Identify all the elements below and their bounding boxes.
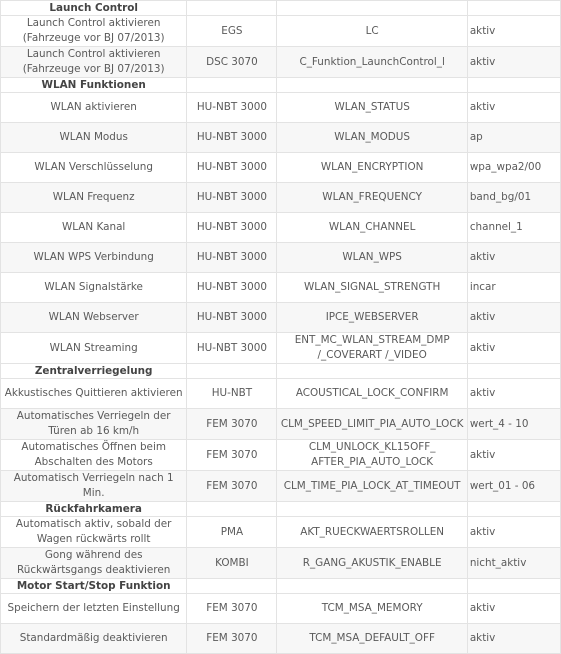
section-header — [1, 1, 561, 16]
section-empty-cell — [187, 579, 277, 594]
section-empty-cell — [277, 579, 467, 594]
parameter-cell: WLAN_ENCRYPTION — [277, 153, 467, 183]
value-cell: channel_1 — [467, 213, 560, 243]
parameter-cell: TCM_MSA_MEMORY — [277, 594, 467, 624]
ecu-cell: HU-NBT 3000 — [187, 303, 277, 333]
value-cell: wert_4 - 10 — [467, 409, 560, 440]
parameter-cell: WLAN_STATUS — [277, 93, 467, 123]
section-title: Zentralverriegelung — [1, 364, 187, 379]
value-cell: aktiv — [467, 333, 560, 364]
parameter-cell: WLAN_CHANNEL — [277, 213, 467, 243]
parameter-cell: AKT_RUECKWAERTSROLLEN — [277, 517, 467, 548]
parameter-cell: IPCE_WEBSERVER — [277, 303, 467, 333]
section-empty-cell — [467, 1, 560, 16]
table-row — [1, 47, 561, 78]
section-empty-cell — [187, 1, 277, 16]
section-header — [1, 78, 561, 93]
function-cell: WLAN WPS Verbindung — [1, 243, 187, 273]
parameter-cell: WLAN_MODUS — [277, 123, 467, 153]
section-empty-cell — [277, 502, 467, 517]
section-title: Motor Start/Stop Funktion — [1, 579, 187, 594]
table-row — [1, 440, 561, 471]
ecu-cell: HU-NBT 3000 — [187, 243, 277, 273]
section-empty-cell — [187, 502, 277, 517]
ecu-cell: EGS — [187, 16, 277, 47]
value-cell: aktiv — [467, 47, 560, 78]
section-empty-cell — [467, 78, 560, 93]
ecu-cell: DSC 3070 — [187, 47, 277, 78]
value-cell: wpa_wpa2/00 — [467, 153, 560, 183]
parameter-cell: ACOUSTICAL_LOCK_CONFIRM — [277, 379, 467, 409]
section-empty-cell — [467, 364, 560, 379]
table-row — [1, 93, 561, 123]
section-empty-cell — [467, 502, 560, 517]
table-row — [1, 16, 561, 47]
function-cell: Standardmäßig deaktivieren — [1, 624, 187, 654]
ecu-cell: FEM 3070 — [187, 471, 277, 502]
function-cell: Gong während des Rückwärtsgangs deaktivieren — [1, 548, 187, 579]
ecu-cell: PMA — [187, 517, 277, 548]
function-cell: WLAN Kanal — [1, 213, 187, 243]
value-cell: wert_01 - 06 — [467, 471, 560, 502]
function-cell: WLAN Webserver — [1, 303, 187, 333]
section-header — [1, 579, 561, 594]
ecu-cell: HU-NBT 3000 — [187, 213, 277, 243]
table-row — [1, 517, 561, 548]
table-row — [1, 379, 561, 409]
value-cell: band_bg/01 — [467, 183, 560, 213]
section-empty-cell — [187, 364, 277, 379]
function-cell: Automatisch Verriegeln nach 1 Min. — [1, 471, 187, 502]
table-row — [1, 548, 561, 579]
function-cell: WLAN Streaming — [1, 333, 187, 364]
section-empty-cell — [277, 1, 467, 16]
ecu-cell: HU-NBT 3000 — [187, 93, 277, 123]
section-title: Launch Control — [1, 1, 187, 16]
section-empty-cell — [187, 78, 277, 93]
section-empty-cell — [277, 78, 467, 93]
table-row — [1, 594, 561, 624]
section-empty-cell — [467, 579, 560, 594]
function-cell: WLAN Verschlüsselung — [1, 153, 187, 183]
table-row — [1, 123, 561, 153]
value-cell: nicht_aktiv — [467, 548, 560, 579]
section-header — [1, 364, 561, 379]
value-cell: aktiv — [467, 624, 560, 654]
section-title: Rückfahrkamera — [1, 502, 187, 517]
function-cell: WLAN Frequenz — [1, 183, 187, 213]
function-cell: WLAN Signalstärke — [1, 273, 187, 303]
function-cell: Launch Control aktivieren (Fahrzeuge vor BJ 07/2013) — [1, 47, 187, 78]
value-cell: aktiv — [467, 594, 560, 624]
section-title: WLAN Funktionen — [1, 78, 187, 93]
ecu-cell: FEM 3070 — [187, 409, 277, 440]
parameter-cell: WLAN_FREQUENCY — [277, 183, 467, 213]
table-row — [1, 213, 561, 243]
parameter-cell: ENT_MC_WLAN_STREAM_DMP /_COVERART /_VIDEO — [277, 333, 467, 364]
ecu-cell: HU-NBT 3000 — [187, 183, 277, 213]
ecu-cell: HU-NBT 3000 — [187, 123, 277, 153]
value-cell: incar — [467, 273, 560, 303]
value-cell: aktiv — [467, 517, 560, 548]
table-row — [1, 153, 561, 183]
parameter-cell: R_GANG_AKUSTIK_ENABLE — [277, 548, 467, 579]
parameter-cell: C_Funktion_LaunchControl_l — [277, 47, 467, 78]
parameter-cell: LC — [277, 16, 467, 47]
function-cell: Launch Control aktivieren (Fahrzeuge vor BJ 07/2013) — [1, 16, 187, 47]
value-cell: aktiv — [467, 16, 560, 47]
ecu-cell: FEM 3070 — [187, 440, 277, 471]
value-cell: aktiv — [467, 379, 560, 409]
function-cell: Automatisches Verriegeln der Türen ab 16 km/h — [1, 409, 187, 440]
table-row — [1, 243, 561, 273]
parameter-cell: CLM_UNLOCK_KL15OFF_ AFTER_PIA_AUTO_LOCK — [277, 440, 467, 471]
section-empty-cell — [277, 364, 467, 379]
ecu-cell: HU-NBT — [187, 379, 277, 409]
coding-table-body — [1, 1, 561, 654]
table-row — [1, 183, 561, 213]
section-header — [1, 502, 561, 517]
parameter-cell: WLAN_SIGNAL_STRENGTH — [277, 273, 467, 303]
value-cell: aktiv — [467, 243, 560, 273]
ecu-cell: FEM 3070 — [187, 594, 277, 624]
function-cell: Automatisch aktiv, sobald der Wagen rückwärts rollt — [1, 517, 187, 548]
function-cell: Automatisches Öffnen beim Abschalten des Motors — [1, 440, 187, 471]
parameter-cell: CLM_SPEED_LIMIT_PIA_AUTO_LOCK — [277, 409, 467, 440]
function-cell: Akkustisches Quittieren aktivieren — [1, 379, 187, 409]
value-cell: aktiv — [467, 440, 560, 471]
parameter-cell: WLAN_WPS — [277, 243, 467, 273]
value-cell: aktiv — [467, 303, 560, 333]
ecu-cell: HU-NBT 3000 — [187, 333, 277, 364]
function-cell: WLAN aktivieren — [1, 93, 187, 123]
table-row — [1, 333, 561, 364]
ecu-cell: HU-NBT 3000 — [187, 273, 277, 303]
parameter-cell: CLM_TIME_PIA_LOCK_AT_TIMEOUT — [277, 471, 467, 502]
ecu-cell: FEM 3070 — [187, 624, 277, 654]
table-row — [1, 303, 561, 333]
table-row — [1, 471, 561, 502]
ecu-cell: KOMBI — [187, 548, 277, 579]
value-cell: aktiv — [467, 93, 560, 123]
table-row — [1, 409, 561, 440]
parameter-cell: TCM_MSA_DEFAULT_OFF — [277, 624, 467, 654]
ecu-cell: HU-NBT 3000 — [187, 153, 277, 183]
table-row — [1, 624, 561, 654]
function-cell: WLAN Modus — [1, 123, 187, 153]
value-cell: ap — [467, 123, 560, 153]
table-row — [1, 273, 561, 303]
function-cell: Speichern der letzten Einstellung — [1, 594, 187, 624]
